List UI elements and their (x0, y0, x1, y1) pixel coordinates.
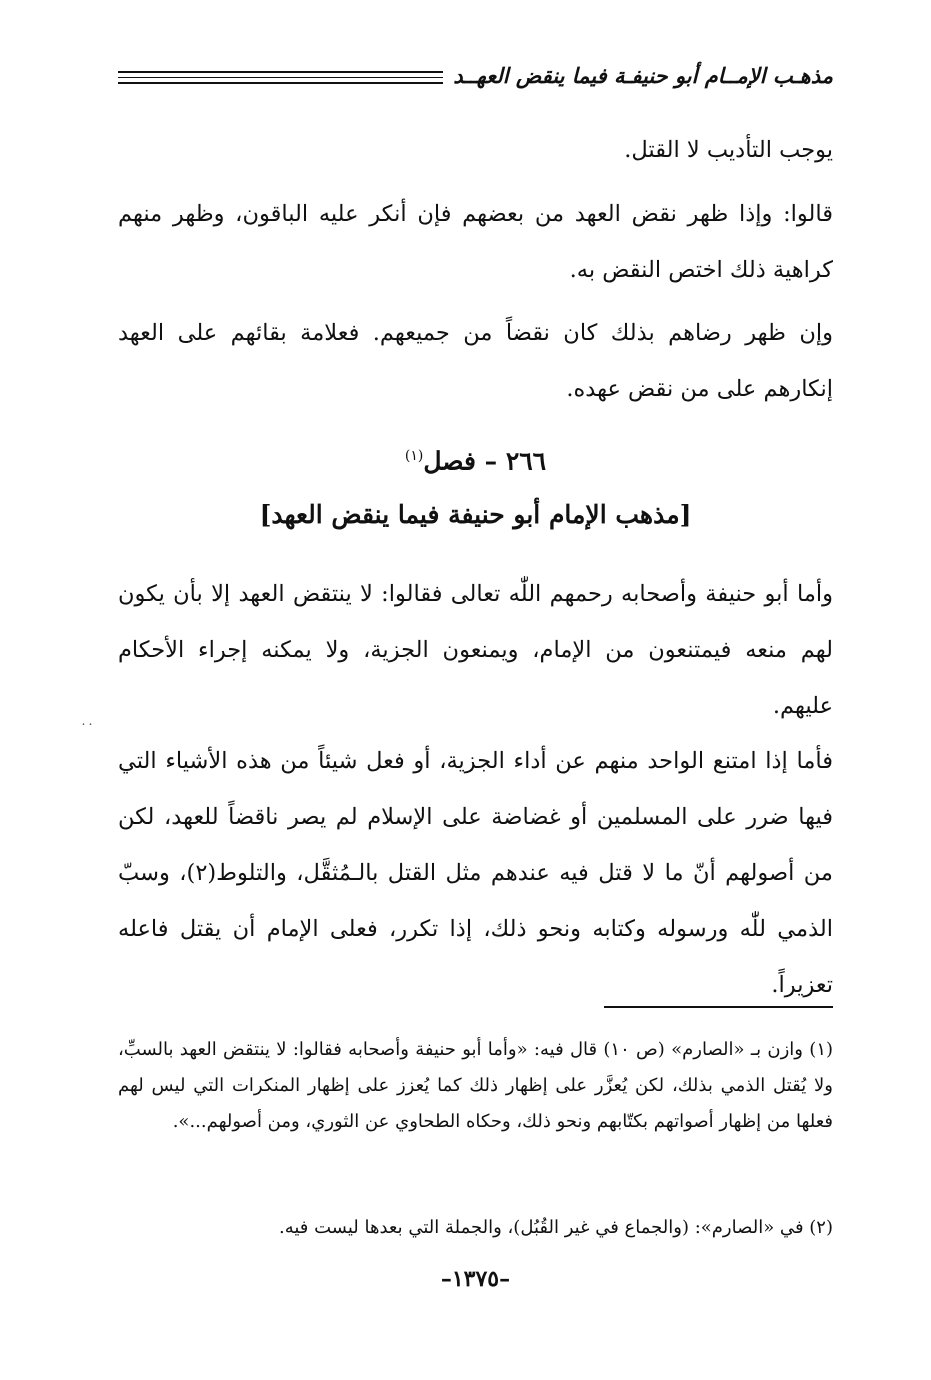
section-title: [مذهب الإمام أبو حنيفة فيما ينقض العهد] (259, 500, 692, 529)
footnote: (٢) في «الصارم»: (والجماع في غير القُبُل)، والجملة التي بعدها ليست فيه. (278, 1217, 833, 1238)
running-header (118, 62, 833, 92)
page-number: –١٣٧٥– (440, 1266, 511, 1292)
paragraph: وأما أبو حنيفة وأصحابه رحمهم اللّٰه تعالى فقالوا: لا ينتقض العهد إلا بأن يكون لهم منعه فيمتنعون من الإمام، ويمنعون الجزية، ولا يمكنه إجراء الأحكام عليهم. (118, 581, 833, 719)
running-title: مذهـب الإمــام أبو حنيفـة فيما ينقض العهــد (453, 63, 833, 88)
header-rule (118, 71, 443, 88)
footnote-ref: (١) (404, 448, 424, 464)
section-number: ٢٦٦ – فصل$^{(١)}$ (404, 446, 547, 476)
paragraph: فأما إذا امتنع الواحد منهم عن أداء الجزية، أو فعل شيئاً من هذه الأشياء التي فيها ضرر على المسلمين أو غضاضة على الإسلام لم يصر ناقضاً للعهد، لكن من أصولهم أنّ ما لا قتل فيه عندهم مثل القتل بالـمُثقَّل، والتلوط(٢)، وسبّ الذمي للّٰه ورسوله وكتابه ونحو ذلك، إذا تكرر، فعلى الإمام أن يقتل فاعله تعزيراً. (118, 748, 833, 998)
paragraph: وإن ظهر رضاهم بذلك كان نقضاً من جميعهم. فعلامة بقائهم على العهد إنكارهم على من نقض عهده. (118, 320, 833, 402)
footnote: (١) وازن بـ «الصارم» (ص ١٠) قال فيه: «وأما أبو حنيفة وأصحابه فقالوا: لا ينتقض العهد بالسبِّ، ولا يُقتل الذمي بذلك، لكن يُعزَّر على إظهار ذلك كما يُعزز على إظهار المنكرات التي ليس لهم فعلها من إظهار أصواتهم بكتّابهم ونحو ذلك، وحكاه الطحاوي عن الثوري، ومن أصولهم...». (118, 1039, 834, 1132)
margin-mark: ˙˙ (80, 722, 94, 738)
paragraph: يوجب التأديب لا القتل. (624, 137, 833, 163)
footnote-separator (604, 1006, 833, 1008)
paragraph: قالوا: وإذا ظهر نقض العهد من بعضهم فإن أنكر عليه الباقون، وظهر منهم كراهية ذلك اختص النقض به. (118, 201, 833, 283)
